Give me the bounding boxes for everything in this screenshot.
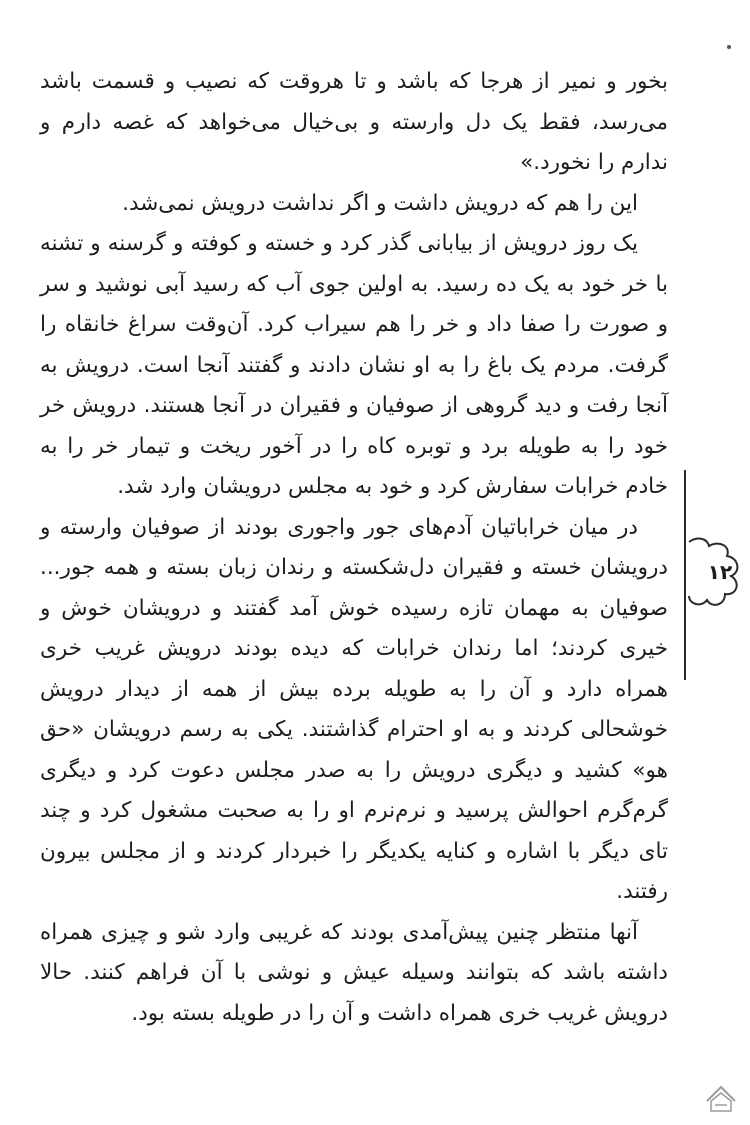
paragraph-4: در میان خراباتیان آدم‌های جور واجوری بودند از صوفیان وارسته و درویشان خسته و فقیران دل‌شکسته و رندان زبان بسته و همه جور... صوفیان به مهمان تازه رسیده خوش آمد گفتند و درویشان خوش و خیری کردند؛ اما رندان خرابات که دیده بودند درویش غریب خری همراه دارد و آن را به طویله برده بیش از همه از دیدار درویش خوشحالی کردند و به او احترام گذاشتند. یکی به رسم درویشان «حق هو» کشید و دیگری درویش را به صدر مجلس دعوت کرد و دیگری گرم‌گرم احوالش پرسید و نرم‌نرم او را به صحبت مشغول کرد و چند تای دیگر با اشاره و کنایه یکدیگر را خبردار کردند و از مجلس بیرون رفتند.: [40, 514, 668, 904]
paragraph-2: این را هم که درویش داشت و اگر نداشت درویش نمی‌شد.: [122, 190, 638, 216]
page-number: ۱۲: [707, 560, 733, 584]
paragraph-5: آنها منتظر چنین پیش‌آمدی بودند که غریبی وارد شو و چیزی همراه داشته باشد که بتوانند وسیله عیش و نوشی با آن فراهم کنند. حالا درویش غریب خری همراه داشت و آن را در طویله بسته بود.: [40, 919, 668, 1026]
paragraph-1: بخور و نمیر از هرجا که باشد و تا هروقت که نصیب و قسمت باشد می‌رسد، فقط یک دل وارسته و بی‌خیال می‌خواهد که غصه دارم و ندارم را نخورد.»: [40, 69, 668, 175]
body-text: [40, 62, 668, 1034]
publisher-logo-icon: [703, 1081, 739, 1115]
page-mark: [727, 45, 731, 49]
paragraph-3: یک روز درویش از بیابانی گذر کرد و خسته و کوفته و گرسنه و تشنه با خر خود به یک ده رسید. به اولین جوی آب که رسید آبی نوشید و سر و صورت را صفا داد و خر را هم سیراب کرد. آن‌وقت سراغ خانقاه را گرفت. مردم یک باغ را به او نشان دادند و گفتند آنجا است. درویش به آنجا رفت و دید گروهی از صوفیان و فقیران در آنجا هستند. درویش خر خود را به طویله برد و توبره کاه را در آخور ریخت و تیمار خر را به خادم خرابات سفارش کرد و خود به مجلس درویشان وارد شد.: [40, 231, 668, 499]
